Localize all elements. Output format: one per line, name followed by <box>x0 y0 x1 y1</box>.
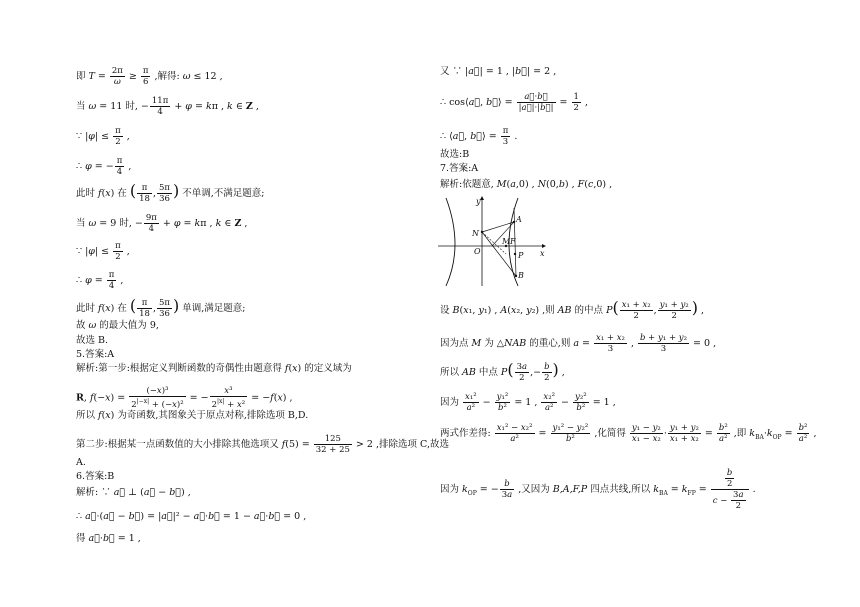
line-8: ∴ φ = $\frac{\pi}{4}$ , <box>76 270 124 291</box>
line-r9: 所以 AB 中点 P( $\frac{3a}{2}$ ,− $\frac{b}{2}$ ) , <box>440 360 565 383</box>
line-r7: 设 B(x₁, y₁) , A(x₂, y₂) ,则 AB 的中点 P( $\frac{\text{x₁ + x₂}}{2}$ , $\frac{\text{y₁ + y₂}}{2}$ ) , <box>440 298 704 321</box>
label-y: y <box>476 197 481 206</box>
line-11: 故选 B. <box>76 335 109 346</box>
line-19: 解析: ∵ a⃗ ⊥ (a⃗ − b⃗) , <box>76 487 191 498</box>
left-branch <box>446 198 455 286</box>
line-r11: 两式作差得: $\frac{\text{x₁² − x₂²}}{\text{a²}}$ = $\frac{\text{y₁² − y₂²}}{\text{b²}}$ ,化简得 $\frac{\text{y₁ − y₂}}{\text{x₁ − x₂}}$ · $\frac{\text{y₁ + y₂}}{\text{x₁ + x₂}}$ = $\frac{\text{b²}}{\text{a²}}$ ,即 $k_{BA}\cdot k_{OP}$ = $\frac{\text{b²}}{\text{a²}}$ , <box>440 423 817 444</box>
line-14: R, f(−x) = $\frac{\text{(−x)³}}{2^{|-x|} + (-x)^2}$ = − $\frac{\text{x³}}{2^{|x|} + x^2}$ = −f(x) , <box>76 386 293 410</box>
line-r10: 因为 $\frac{\text{x₁²}}{\text{a²}}$ − $\frac{\text{y₁²}}{\text{b²}}$ = 1 , $\frac{\text{x₂²}}{\text{a²}}$ − $\frac{\text{y₂²}}{\text{b²}}$ = 1 , <box>440 392 616 413</box>
label-O: O <box>474 247 481 256</box>
label-A: A <box>516 215 522 224</box>
label-N: N <box>472 229 479 238</box>
line-r6: 解析:依题意, M(a,0) , N(0,b) , F(c,0) , <box>440 179 613 190</box>
label-M: M <box>502 237 511 246</box>
line-r3: ∴ ⟨a⃗, b⃗⟩ = $\frac{\pi}{3}$ . <box>440 126 518 147</box>
line-17: A. <box>76 457 86 468</box>
line-r8: 因为点 M 为 △NAB 的重心,则 a = $\frac{\text{x₁ + x₂}}{3}$ , $\frac{\text{b + y₁ + y₂}}{3}$ = 0 , <box>440 333 717 354</box>
line-12: 5.答案:A <box>76 349 115 360</box>
line-4: ∴ φ = − $\frac{\pi}{4}$ , <box>76 156 132 177</box>
line-13: 解析:第一步:根据定义判断函数的奇偶性由题意得 f(x) 的定义域为 <box>76 363 352 374</box>
line-1: 即 T = $\frac{2\pi}{\omega}$ ≥ $\frac{\pi}{6}$ ,解得: ω ≤ 12 , <box>76 66 223 87</box>
line-6: 当 ω = 9 时, − $\frac{9\pi}{4}$ + φ = kπ , k ∈ Z , <box>76 213 248 234</box>
line-3: ∵ |φ| ≤ $\frac{\pi}{2}$ , <box>76 126 130 147</box>
line-r12: 因为 $k_{OP}$ = − $\frac{b}{3a}$ ,又因为 B,A,F,P 四点共线,所以 $k_{BA} = k_{FP}$ = $\frac{b}{2}$ c − $\frac{3a}{2}$ . <box>440 468 756 511</box>
line-r1: 又 ∵ |a⃗| = 1 , |b⃗| = 2 , <box>440 66 557 77</box>
hyperbola-diagram <box>436 194 548 288</box>
label-x: x <box>540 249 545 258</box>
line-2: 当 ω = 11 时, − $\frac{11\pi}{4}$ + φ = kπ , k ∈ Z , <box>76 96 259 117</box>
line-7: ∵ |φ| ≤ $\frac{\pi}{2}$ , <box>76 241 130 262</box>
line-r5: 7.答案:A <box>440 163 479 174</box>
line-20: ∴ a⃗·(a⃗ − b⃗) = |a⃗|² − a⃗·b⃗ = 1 − a⃗·b⃗ = 0 , <box>76 511 307 522</box>
line-9: 此时 f(x) 在 ( $\frac{\pi}{18}$ , $\frac{5\pi}{36}$ ) 单调,满足题意; <box>76 296 246 319</box>
line-5: 此时 f(x) 在 ( $\frac{\pi}{18}$ , $\frac{5\pi}{36}$ ) 不单调,不满足题意; <box>76 181 265 204</box>
line-18: 6.答案:B <box>76 471 115 482</box>
line-21: 得 a⃗·b⃗ = 1 , <box>76 533 141 544</box>
line-r4: 故选:B <box>440 149 470 160</box>
label-F: F <box>510 237 516 246</box>
line-10: 故 ω 的最大值为 9, <box>76 320 159 331</box>
label-P: P <box>518 251 524 260</box>
line-16: 第二步:根据某一点函数值的大小排除其他选项又 f(5) = $\frac{125}{32 + 25}$ > 2 ,排除选项 C,故选 <box>76 434 449 455</box>
line-r2: ∴ cos⟨a⃗, b⃗⟩ = $\frac{a⃗\cdot b⃗}{|a⃗|\cdot|b⃗|}$ = $\frac{1}{2}$ , <box>440 92 588 113</box>
line-15: 所以 f(x) 为奇函数,其图象关于原点对称,排除选项 B,D. <box>76 410 309 421</box>
label-B: B <box>518 271 524 280</box>
